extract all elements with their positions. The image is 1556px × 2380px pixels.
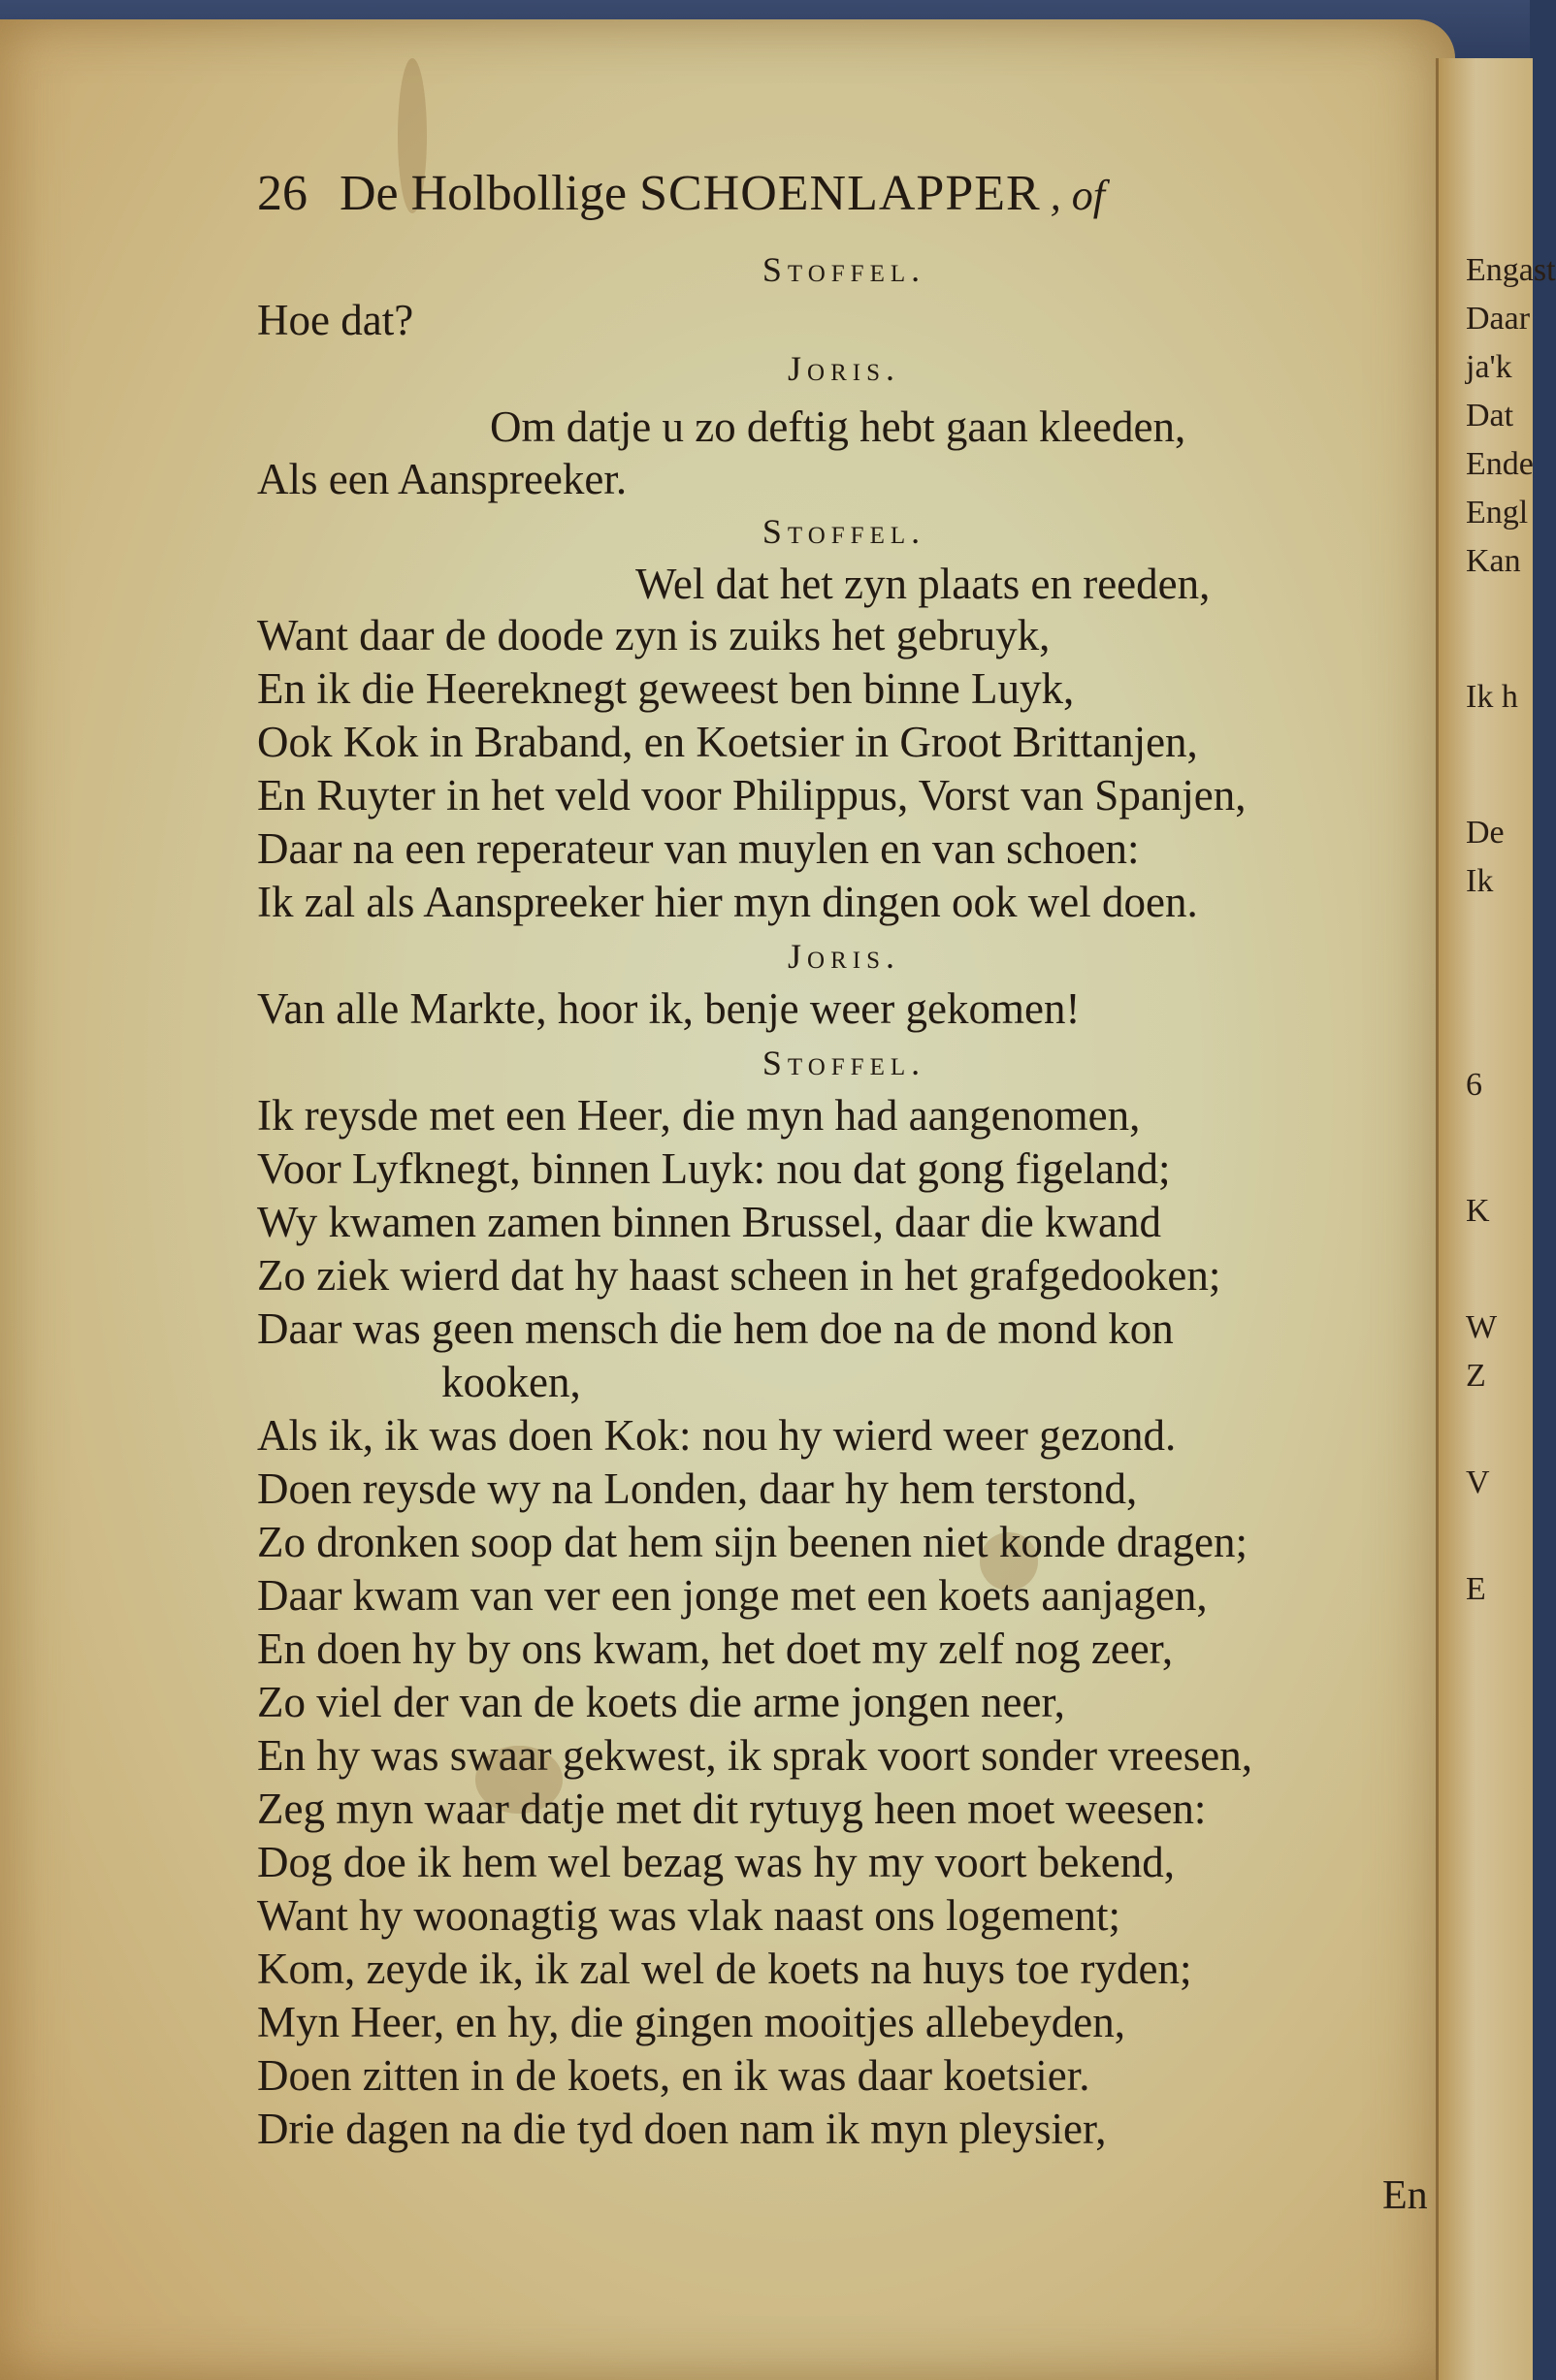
speaker-name: Joris. xyxy=(788,349,900,388)
verse-line: Ik reysde met een Heer, die myn had aangenomen, xyxy=(257,1091,1141,1140)
facing-page-fragment: Ik xyxy=(1466,863,1494,899)
book-page xyxy=(0,19,1455,2380)
verse-line: En doen hy by ons kwam, het doet my zelf nog zeer, xyxy=(257,1624,1174,1673)
verse-line: Daar na een reperateur van muylen en van schoen: xyxy=(257,824,1140,873)
verse-line: Zo dronken soop dat hem sijn beenen niet konde dragen; xyxy=(257,1518,1248,1566)
header-title-caps: SCHOENLAPPER xyxy=(639,166,1041,221)
facing-page-fragment: E xyxy=(1466,1571,1486,1607)
verse-line: Wy kwamen zamen binnen Brussel, daar die kwand xyxy=(257,1198,1161,1246)
verse-line: Zo ziek wierd dat hy haast scheen in het grafgedooken; xyxy=(257,1251,1221,1300)
header-title-end: , of xyxy=(1050,172,1105,219)
speaker-name: Stoffel. xyxy=(762,512,926,551)
facing-page-fragment: V xyxy=(1466,1464,1490,1500)
facing-page-fragment: Kan xyxy=(1466,543,1521,579)
page-number: 26 xyxy=(257,166,308,221)
facing-page-fragment: Z xyxy=(1466,1358,1486,1394)
verse-line: Doen zitten in de koets, en ik was daar koetsier. xyxy=(257,2051,1090,2100)
verse-line: Drie dagen na die tyd doen nam ik myn pleysier, xyxy=(257,2105,1107,2153)
speaker-name: Stoffel. xyxy=(762,250,926,289)
verse-line: Myn Heer, en hy, die gingen mooitjes allebeyden, xyxy=(257,1998,1126,2046)
verse-line: Daar was geen mensch die hem doe na de mond kon xyxy=(257,1304,1174,1353)
verse-line: Dog doe ik hem wel bezag was hy my voort bekend, xyxy=(257,1838,1176,1886)
verse-line: Ook Kok in Braband, en Koetsier in Groot Brittanjen, xyxy=(257,718,1198,766)
header-title: De Holbollige xyxy=(340,166,628,221)
verse-line: Want daar de doode zyn is zuiks het gebruyk, xyxy=(257,611,1051,659)
facing-page-fragment: K xyxy=(1466,1193,1490,1229)
facing-page-fragment: Engast xyxy=(1466,252,1556,288)
facing-page-edge xyxy=(1436,58,1556,2380)
verse-line: Als ik, ik was doen Kok: nou hy wierd weer gezond. xyxy=(257,1411,1177,1460)
verse-line: Kom, zeyde ik, ik zal wel de koets na huys toe ryden; xyxy=(257,1945,1192,1993)
facing-page-fragment: Ik h xyxy=(1466,679,1518,715)
verse-line: Want hy woonagtig was vlak naast ons logement; xyxy=(257,1891,1120,1940)
verse-line: Om datje u zo deftig hebt gaan kleeden, xyxy=(490,402,1186,451)
verse-line: En ik die Heereknegt geweest ben binne Luyk, xyxy=(257,664,1075,713)
verse-line: En hy was swaar gekwest, ik sprak voort sonder vreesen, xyxy=(257,1731,1252,1780)
verse-line: Ik zal als Aanspreeker hier myn dingen ook wel doen. xyxy=(257,878,1198,926)
facing-page-fragment: 6 xyxy=(1466,1067,1482,1103)
speaker-name: Stoffel. xyxy=(762,1044,926,1082)
facing-page-fragment: Daar xyxy=(1466,301,1531,337)
facing-page-fragment: Ende xyxy=(1466,446,1534,482)
verse-line: Van alle Markte, hoor ik, benje weer gekomen! xyxy=(257,984,1081,1033)
facing-page-fragment: W xyxy=(1466,1309,1498,1345)
facing-page-fragment: Dat xyxy=(1466,398,1514,434)
verse-line: kooken, xyxy=(441,1358,581,1406)
verse-line: Wel dat het zyn plaats en reeden, xyxy=(635,560,1211,608)
verse-line: En Ruyter in het veld voor Philippus, Vorst van Spanjen, xyxy=(257,771,1247,820)
verse-line: Als een Aanspreeker. xyxy=(257,455,628,503)
catchword: En xyxy=(1382,2173,1428,2218)
verse-line: Daar kwam van ver een jonge met een koets aanjagen, xyxy=(257,1571,1208,1620)
speaker-name: Joris. xyxy=(788,937,900,976)
verse-line: Hoe dat? xyxy=(257,296,414,344)
verse-line: Voor Lyfknegt, binnen Luyk: nou dat gong figeland; xyxy=(257,1144,1171,1193)
facing-page-fragment: De xyxy=(1466,815,1505,851)
facing-page-fragment: ja'k xyxy=(1466,349,1512,385)
verse-line: Zeg myn waar datje met dit rytuyg heen moet weesen: xyxy=(257,1785,1207,1833)
verse-line: Doen reysde wy na Londen, daar hy hem terstond, xyxy=(257,1464,1138,1513)
verse-line: Zo viel der van de koets die arme jongen neer, xyxy=(257,1678,1065,1726)
running-header xyxy=(257,165,1431,242)
facing-page-fragment: Engl xyxy=(1466,495,1529,531)
